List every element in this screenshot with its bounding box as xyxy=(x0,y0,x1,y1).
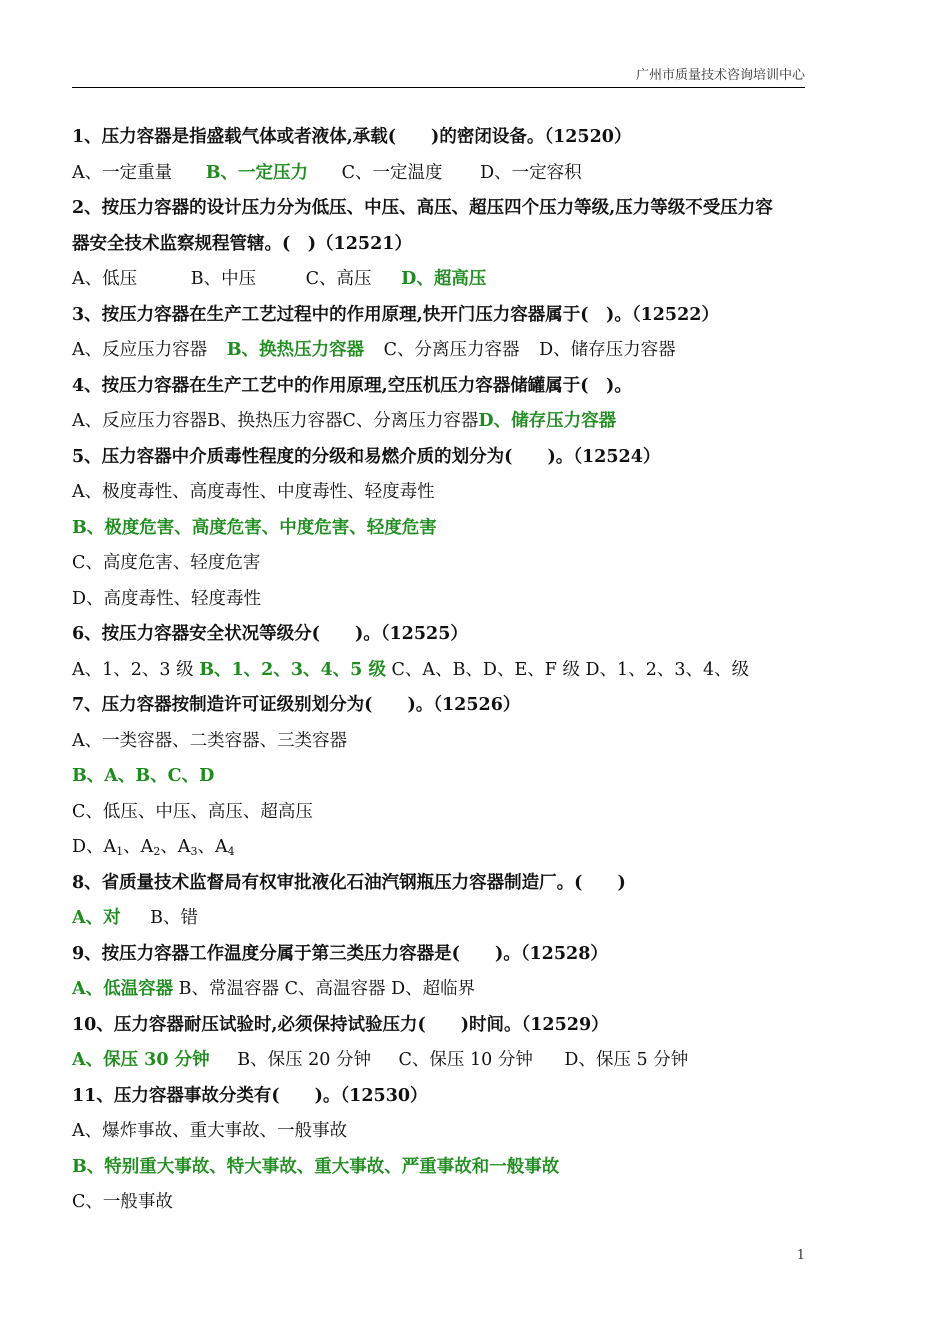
question-6: 6、按压力容器安全状况等级分( )。（12525） xyxy=(72,624,468,644)
options-4 xyxy=(72,404,812,440)
subscript: 3 xyxy=(190,845,198,858)
option-6d: D、1、2、3、4、级 xyxy=(585,659,750,680)
option-7d-text: 、A xyxy=(197,837,228,857)
options-3 xyxy=(72,333,812,369)
option-2a: A、低压 xyxy=(72,269,138,289)
option-1b-correct: B、一定压力 xyxy=(205,162,309,183)
question-3: 3、按压力容器在生产工艺过程中的作用原理,快开门压力容器属于( )。（12522） xyxy=(72,304,719,325)
option-9c: C、高温容器 xyxy=(284,979,386,999)
option-10b: B、保压 20 分钟 xyxy=(237,1050,371,1070)
option-2c: C、高压 xyxy=(305,269,372,289)
option-6a: A、1、2、3 级 xyxy=(72,659,194,680)
question-7: 7、压力容器按制造许可证级别划分为( )。（12526） xyxy=(72,695,521,715)
option-10a-correct: A、保压 30 分钟 xyxy=(72,1050,210,1070)
question-1: 1、压力容器是指盛载气体或者液体,承载( )的密闭设备。（12520） xyxy=(72,127,632,147)
option-2b: B、中压 xyxy=(190,269,257,289)
option-7c: C、低压、中压、高压、超高压 xyxy=(72,801,313,822)
option-8a-correct: A、对 xyxy=(72,908,121,928)
option-10d: D、保压 5 分钟 xyxy=(564,1050,689,1070)
question-4: 4、按压力容器在生产工艺中的作用原理,空压机压力容器储罐属于( )。 xyxy=(72,375,632,396)
option-1d: D、一定容积 xyxy=(480,162,582,183)
option-7d-text: 、A xyxy=(123,837,154,857)
option-9b: B、常温容器 xyxy=(178,979,280,999)
option-9a-correct: A、低温容器 xyxy=(72,979,174,999)
option-9d: D、超临界 xyxy=(391,979,476,999)
options-10 xyxy=(72,1043,812,1079)
option-7a: A、一类容器、二类容器、三类容器 xyxy=(72,730,348,751)
option-5a: A、极度毒性、高度毒性、中度毒性、轻度毒性 xyxy=(72,482,435,502)
option-10c: C、保压 10 分钟 xyxy=(398,1050,533,1070)
question-10: 10、压力容器耐压试验时,必须保持试验压力( )时间。（12529） xyxy=(72,1014,609,1035)
page-header xyxy=(72,64,805,88)
option-7d xyxy=(72,830,812,866)
question-2-line-2: 器安全技术监察规程管辖。( )（12521） xyxy=(72,233,412,254)
question-11: 11、压力容器事故分类有( )。（12530） xyxy=(72,1085,428,1106)
option-3a: A、反应压力容器 xyxy=(72,340,208,360)
option-7d-text: 、A xyxy=(160,837,191,857)
subscript: 1 xyxy=(116,845,124,858)
option-4c: C、分离压力容器 xyxy=(342,411,479,431)
page-number: 1 xyxy=(796,1248,805,1263)
option-2d-correct: D、超高压 xyxy=(401,269,487,289)
option-4a: A、反应压力容器 xyxy=(72,411,208,431)
option-5c: C、高度危害、轻度危害 xyxy=(72,553,261,573)
option-6b-correct: B、1、2、3、4、5 级 xyxy=(199,659,386,680)
subscript: 4 xyxy=(227,845,235,858)
option-5b-correct: B、极度危害、高度危害、中度危害、轻度危害 xyxy=(72,517,437,538)
option-7b-correct: B、A、B、C、D xyxy=(72,766,215,786)
option-1c: C、一定温度 xyxy=(341,162,443,183)
options-6 xyxy=(72,653,812,689)
question-2-line-1: 2、按压力容器的设计压力分为低压、中压、高压、超压四个压力等级,压力等级不受压力容 xyxy=(72,198,773,218)
option-3c: C、分离压力容器 xyxy=(383,340,520,360)
options-2 xyxy=(72,262,812,298)
option-5d: D、高度毒性、轻度毒性 xyxy=(72,588,262,609)
option-6c: C、A、B、D、E、F 级 xyxy=(391,659,580,680)
options-9 xyxy=(72,972,812,1008)
option-11b-correct: B、特别重大事故、特大事故、重大事故、严重事故和一般事故 xyxy=(72,1156,560,1177)
subscript: 2 xyxy=(153,845,161,858)
option-11c: C、一般事故 xyxy=(72,1192,173,1212)
document-body xyxy=(72,120,812,1221)
option-4d-correct: D、储存压力容器 xyxy=(478,411,617,431)
options-8 xyxy=(72,901,812,937)
option-11a: A、爆炸事故、重大事故、一般事故 xyxy=(72,1121,348,1141)
option-3b-correct: B、换热压力容器 xyxy=(226,340,365,360)
option-7d-text: D、A xyxy=(72,837,117,857)
question-8: 8、省质量技术监督局有权审批液化石油汽钢瓶压力容器制造厂。( ) xyxy=(72,872,626,893)
option-3d: D、储存压力容器 xyxy=(539,340,676,360)
question-5: 5、压力容器中介质毒性程度的分级和易燃介质的划分为( )。（12524） xyxy=(72,446,661,467)
question-9: 9、按压力容器工作温度分属于第三类压力容器是( )。（12528） xyxy=(72,943,608,964)
option-4b: B、换热压力容器 xyxy=(207,411,343,431)
header-org: 广州市质量技术咨询培训中心 xyxy=(635,68,805,83)
options-1 xyxy=(72,156,812,192)
option-1a: A、一定重量 xyxy=(72,162,173,183)
option-8b: B、错 xyxy=(150,908,199,928)
